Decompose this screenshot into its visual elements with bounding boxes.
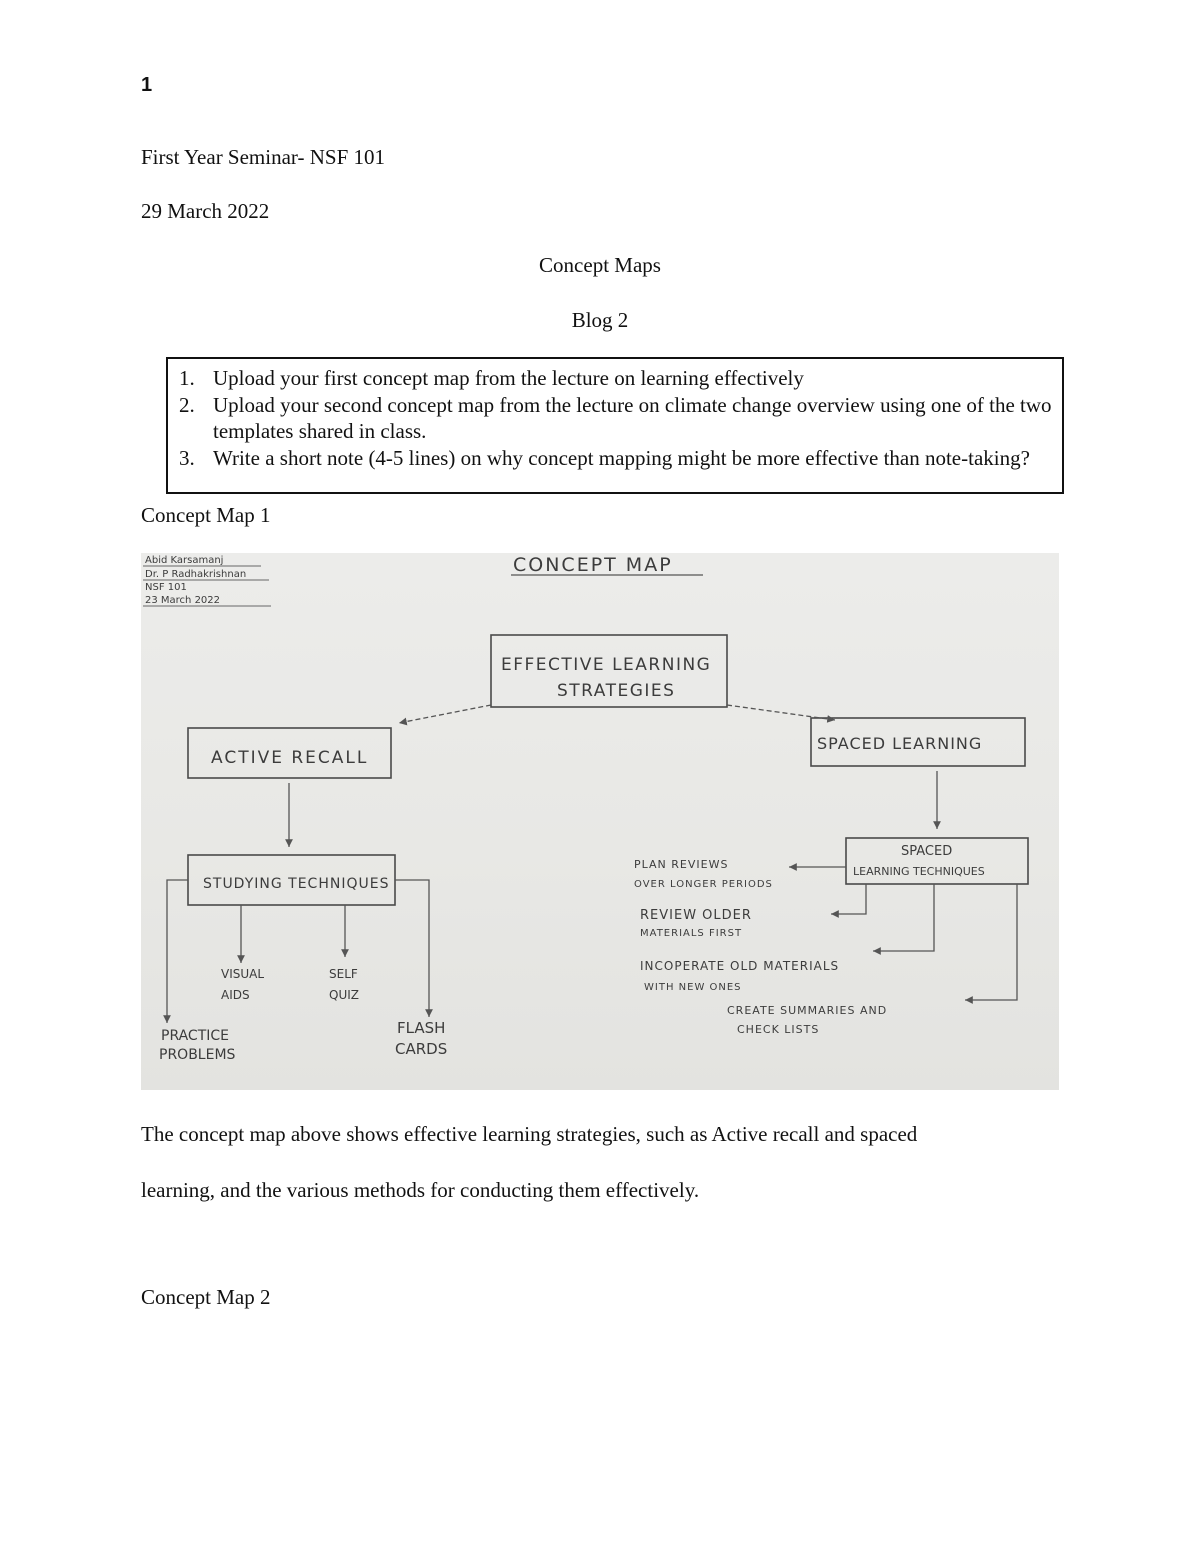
map-title: CONCEPT MAP: [513, 554, 673, 576]
document-title: Concept Maps: [539, 253, 661, 277]
map-header-line: Abid Karsamanj: [145, 555, 224, 566]
task-item: [176, 392, 1054, 445]
task-number: 3.: [179, 445, 195, 470]
task-list: [176, 365, 1054, 471]
root-node-label: STRATEGIES: [557, 681, 676, 701]
document-subtitle: Blog 2: [571, 308, 629, 332]
self-quiz-label: SELF: [329, 967, 358, 981]
task-item: [176, 365, 1054, 392]
task-item: [176, 445, 1054, 472]
plan-reviews-label: PLAN REVIEWS: [634, 858, 729, 871]
task-text: Upload your first concept map from the lecture on learning effectively: [213, 366, 804, 390]
task-number: 2.: [179, 392, 195, 417]
studying-techniques-label: STUDYING TECHNIQUES: [203, 876, 390, 892]
spaced-techniques-label: SPACED: [901, 844, 953, 859]
spaced-techniques-label: LEARNING TECHNIQUES: [853, 865, 985, 878]
review-older-label: REVIEW OLDER: [640, 908, 752, 923]
practice-problems-label: PRACTICE: [161, 1028, 230, 1044]
map-header-line: NSF 101: [145, 582, 187, 593]
course-line: First Year Seminar- NSF 101: [141, 145, 386, 169]
page-number: 1: [141, 74, 153, 96]
paragraph-line: learning, and the various methods for conducting them effectively.: [141, 1178, 700, 1202]
self-quiz-label: QUIZ: [329, 988, 359, 1002]
root-node-label: EFFECTIVE LEARNING: [501, 655, 712, 675]
map-header-line: 23 March 2022: [145, 595, 221, 606]
visual-aids-label: AIDS: [221, 988, 250, 1002]
task-text: Write a short note (4-5 lines) on why concept mapping might be more effective than note-taking?: [213, 445, 1030, 470]
concept-map-photo: [141, 553, 1059, 1090]
create-summaries-label: CHECK LISTS: [737, 1023, 820, 1036]
concept-map-drawing: [141, 553, 1059, 1090]
visual-aids-label: VISUAL: [221, 967, 265, 981]
task-number: 1.: [179, 366, 195, 390]
task-text: Upload your second concept map from the lecture on climate change overview using one of the two templates shared in class.: [213, 392, 1052, 443]
active-recall-label: ACTIVE RECALL: [211, 748, 369, 768]
incorporate-label: INCOPERATE OLD MATERIALS: [640, 959, 840, 973]
date-line: 29 March 2022: [141, 199, 270, 223]
spaced-learning-label: SPACED LEARNING: [817, 734, 983, 753]
task-list-box: [166, 357, 1064, 494]
flash-cards-label: FLASH: [397, 1019, 446, 1037]
practice-problems-label: PROBLEMS: [159, 1047, 236, 1063]
section-heading-map-1: Concept Map 1: [141, 503, 271, 527]
paragraph-line: The concept map above shows effective learning strategies, such as Active recall and spaced: [141, 1122, 918, 1146]
create-summaries-label: CREATE SUMMARIES AND: [727, 1004, 888, 1017]
incorporate-label: WITH NEW ONES: [644, 982, 742, 993]
section-heading-map-2: Concept Map 2: [141, 1285, 271, 1309]
review-older-label: MATERIALS FIRST: [640, 928, 743, 939]
plan-reviews-label: OVER LONGER PERIODS: [634, 879, 773, 890]
flash-cards-label: CARDS: [395, 1040, 448, 1058]
map-header-line: Dr. P Radhakrishnan: [145, 569, 247, 580]
